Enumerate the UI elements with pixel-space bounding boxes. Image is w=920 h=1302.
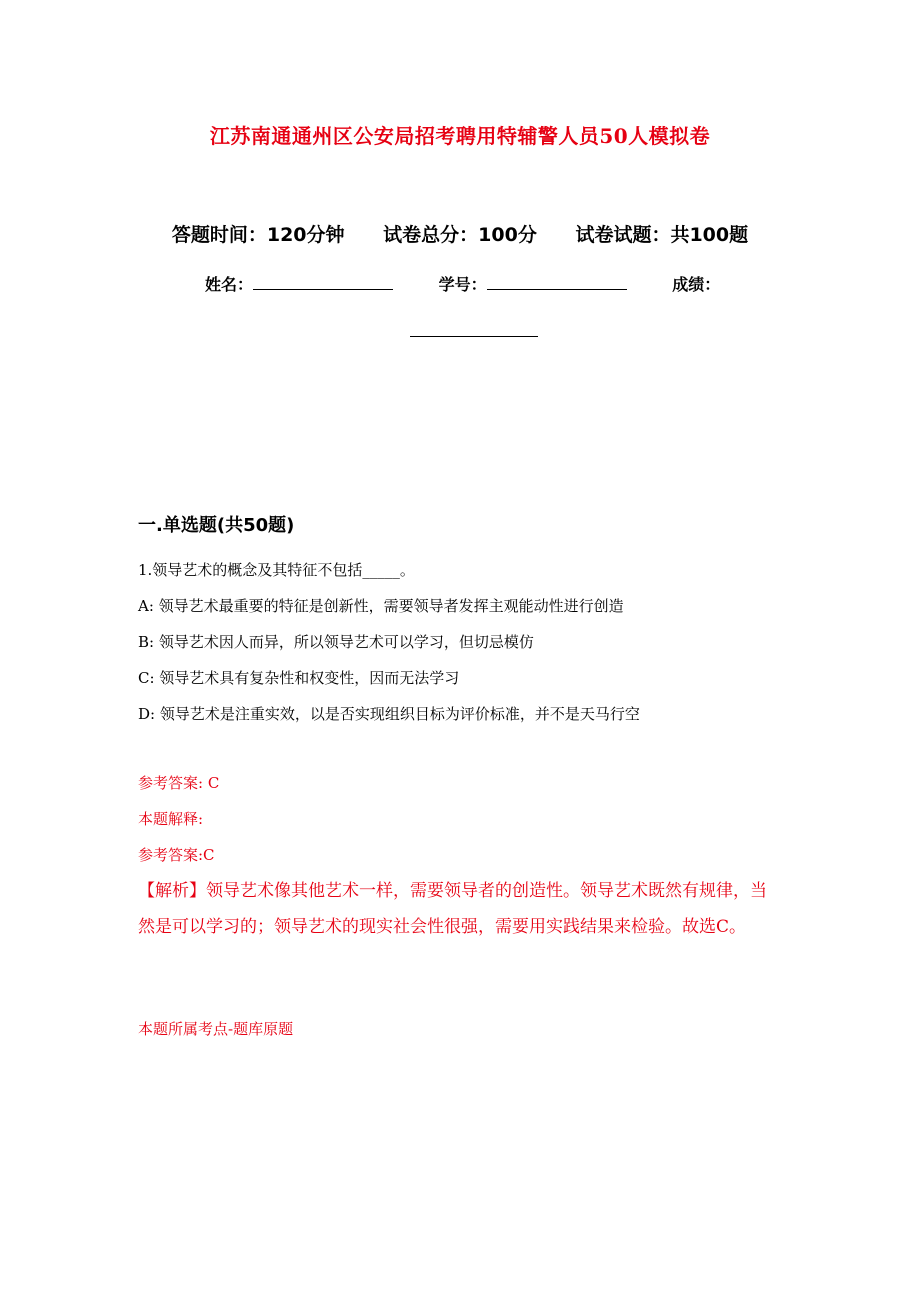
exam-meta	[0, 220, 920, 247]
option-b: B: 领导艺术因人而异，所以领导艺术可以学习，但切忌模仿	[138, 633, 534, 651]
exam-time: 答题时间：120分钟	[171, 224, 345, 246]
answer-block	[138, 765, 778, 945]
id-label: 学号：	[438, 275, 487, 294]
reference-answer: 参考答案: C	[138, 774, 220, 792]
option-a: A: 领导艺术最重要的特征是创新性，需要领导者发挥主观能动性进行创造	[138, 597, 624, 615]
id-blank	[487, 275, 627, 290]
score-field	[672, 272, 720, 295]
name-label: 姓名：	[205, 275, 254, 294]
exam-total-score: 试卷总分：100分	[383, 224, 537, 246]
score-label: 成绩：	[672, 275, 721, 294]
id-field	[439, 272, 627, 295]
option-d: D: 领导艺术是注重实效，以是否实现组织目标为评价标准，并不是天马行空	[138, 705, 640, 723]
name-blank	[253, 275, 393, 290]
student-info-line	[205, 272, 760, 295]
explanation-label: 本题解释:	[138, 810, 204, 828]
score-blank	[410, 326, 538, 337]
document-title: 江苏南通通州区公安局招考聘用特辅警人员50人模拟卷	[209, 124, 711, 148]
question-1	[138, 552, 798, 732]
reference-answer-2: 参考答案:C	[138, 846, 215, 864]
name-field	[205, 272, 393, 295]
analysis-text: 【解析】领导艺术像其他艺术一样，需要领导者的创造性。领导艺术既然有规律，当然是可以学习的；领导艺术的现实社会性很强，需要用实践结果来检验。故选C。	[138, 881, 767, 937]
question-source: 本题所属考点-题库原题	[138, 1020, 294, 1038]
section-heading: 一.单选题(共50题)	[138, 515, 295, 536]
exam-question-count: 试卷试题：共100题	[575, 224, 749, 246]
option-c: C: 领导艺术具有复杂性和权变性，因而无法学习	[138, 669, 460, 687]
question-stem: 1.领导艺术的概念及其特征不包括_____。	[138, 561, 415, 579]
